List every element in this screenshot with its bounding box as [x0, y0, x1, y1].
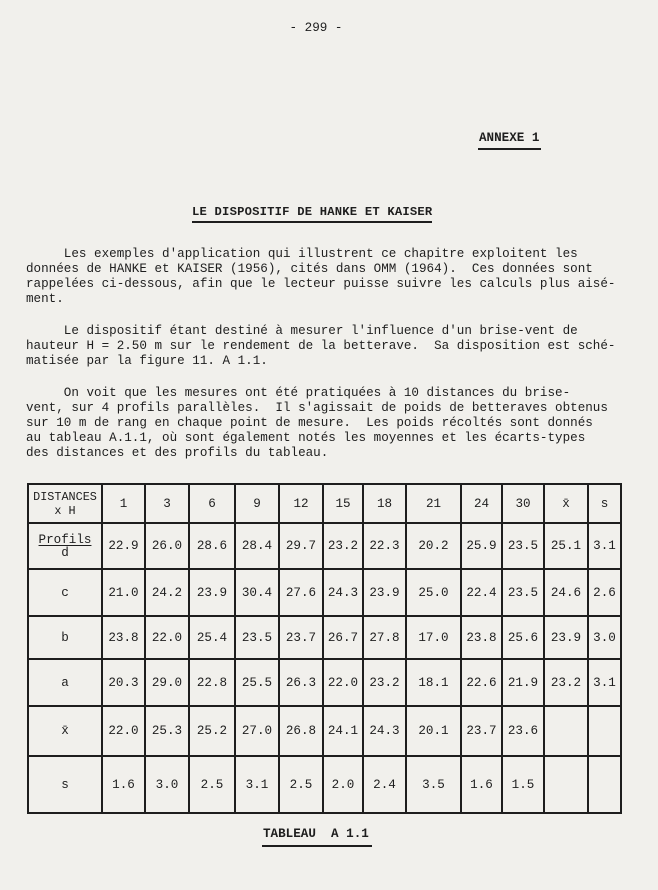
table-cell — [588, 756, 621, 813]
table-cell: 1.6 — [461, 756, 502, 813]
table-cell: 22.9 — [102, 523, 145, 569]
table-cell: 23.2 — [323, 523, 363, 569]
paragraph — [26, 247, 651, 307]
column-header: 1 — [102, 484, 145, 523]
text-line: ment. — [26, 292, 64, 306]
table-cell: 22.0 — [102, 706, 145, 756]
text-line: rappelées ci-dessous, afin que le lecteur puisse suivre les calculs plus aisé- — [26, 277, 616, 291]
table-cell: 23.8 — [461, 616, 502, 659]
table-cell: 22.6 — [461, 659, 502, 706]
table-cell: 2.6 — [588, 569, 621, 616]
table-row — [28, 616, 621, 659]
table-cell: 3.5 — [406, 756, 461, 813]
table-cell: 23.5 — [235, 616, 279, 659]
table-cell: 3.1 — [588, 659, 621, 706]
table-row — [28, 659, 621, 706]
table-cell: 22.4 — [461, 569, 502, 616]
table-cell: 2.4 — [363, 756, 406, 813]
column-header: 15 — [323, 484, 363, 523]
table-cell: 20.3 — [102, 659, 145, 706]
table-cell: 23.9 — [363, 569, 406, 616]
table-cell: 23.5 — [502, 523, 544, 569]
row-label: s — [28, 756, 102, 813]
row-label: c — [28, 569, 102, 616]
text-line: des distances et des profils du tableau. — [26, 446, 329, 460]
table-cell: 29.0 — [145, 659, 189, 706]
table-cell — [544, 706, 588, 756]
table-cell: 3.0 — [145, 756, 189, 813]
table-cell: 24.3 — [323, 569, 363, 616]
table-cell: 25.0 — [406, 569, 461, 616]
text-line: On voit que les mesures ont été pratiquées à 10 distances du brise- — [26, 386, 571, 400]
table-cell: 23.7 — [279, 616, 323, 659]
table-cell: 22.0 — [145, 616, 189, 659]
table-cell: 17.0 — [406, 616, 461, 659]
column-header: 24 — [461, 484, 502, 523]
table-cell: 25.5 — [235, 659, 279, 706]
column-header: 12 — [279, 484, 323, 523]
table-cell: 29.7 — [279, 523, 323, 569]
table-row — [28, 706, 621, 756]
table-cell: 20.1 — [406, 706, 461, 756]
row-label-text: d — [61, 545, 69, 560]
text-line: au tableau A.1.1, où sont également notés les moyennes et les écarts-types — [26, 431, 586, 445]
table-cell: 3.1 — [588, 523, 621, 569]
table-row — [28, 523, 621, 569]
row-label — [28, 523, 102, 569]
table-cell: 23.8 — [102, 616, 145, 659]
table-cell: 25.2 — [189, 706, 235, 756]
table-cell: 18.1 — [406, 659, 461, 706]
table-cell: 27.0 — [235, 706, 279, 756]
table-cell: 25.3 — [145, 706, 189, 756]
table-cell: 21.9 — [502, 659, 544, 706]
column-header: 18 — [363, 484, 406, 523]
table-corner-header — [28, 484, 102, 523]
table-cell: 3.0 — [588, 616, 621, 659]
table-row — [28, 569, 621, 616]
column-header: x̄ — [544, 484, 588, 523]
table-cell: 30.4 — [235, 569, 279, 616]
column-header: s — [588, 484, 621, 523]
text-line: hauteur H = 2.50 m sur le rendement de la betterave. Sa disposition est sché- — [26, 339, 616, 353]
table-cell: 25.4 — [189, 616, 235, 659]
table-cell: 23.9 — [544, 616, 588, 659]
table-cell: 23.2 — [544, 659, 588, 706]
table-cell: 25.1 — [544, 523, 588, 569]
table-cell: 23.6 — [502, 706, 544, 756]
table-cell: 1.5 — [502, 756, 544, 813]
table-cell: 22.0 — [323, 659, 363, 706]
text-line: Les exemples d'application qui illustrent ce chapitre exploitent les — [26, 247, 578, 261]
text-line: Le dispositif étant destiné à mesurer l'influence d'un brise-vent de — [26, 324, 578, 338]
table-cell: 24.2 — [145, 569, 189, 616]
annexe-label: ANNEXE 1 — [478, 131, 541, 150]
table-cell: 24.3 — [363, 706, 406, 756]
table-cell: 3.1 — [235, 756, 279, 813]
column-header: 9 — [235, 484, 279, 523]
data-table — [27, 483, 622, 814]
table-cell: 24.1 — [323, 706, 363, 756]
column-header: 3 — [145, 484, 189, 523]
table-cell: 20.2 — [406, 523, 461, 569]
table-cell: 23.7 — [461, 706, 502, 756]
text-line: données de HANKE et KAISER (1956), cités dans OMM (1964). Ces données sont — [26, 262, 593, 276]
column-header: 21 — [406, 484, 461, 523]
table-body — [28, 523, 621, 813]
table-row — [28, 756, 621, 813]
table-cell: 26.3 — [279, 659, 323, 706]
table-cell: 25.9 — [461, 523, 502, 569]
table-cell: 28.6 — [189, 523, 235, 569]
table-cell: 28.4 — [235, 523, 279, 569]
paragraph — [26, 386, 651, 461]
row-header-title: Profils — [38, 532, 92, 547]
row-label: b — [28, 616, 102, 659]
corner-label-bottom: x H — [54, 503, 76, 518]
page-title: LE DISPOSITIF DE HANKE ET KAISER — [192, 205, 432, 223]
table-caption: TABLEAU A 1.1 — [262, 827, 372, 847]
column-header: 30 — [502, 484, 544, 523]
table-cell — [588, 706, 621, 756]
text-line: vent, sur 4 profils parallèles. Il s'agissait de poids de betteraves obtenus — [26, 401, 608, 415]
table-cell — [544, 756, 588, 813]
table-cell: 26.0 — [145, 523, 189, 569]
table-cell: 26.8 — [279, 706, 323, 756]
page-number: - 299 - — [289, 21, 343, 35]
table-cell: 2.5 — [279, 756, 323, 813]
table-header-row — [28, 484, 621, 523]
table-cell: 23.2 — [363, 659, 406, 706]
table-cell: 21.0 — [102, 569, 145, 616]
table-cell: 2.5 — [189, 756, 235, 813]
table-cell: 22.3 — [363, 523, 406, 569]
table-cell: 22.8 — [189, 659, 235, 706]
row-label: a — [28, 659, 102, 706]
table-cell: 26.7 — [323, 616, 363, 659]
table-cell: 2.0 — [323, 756, 363, 813]
text-line: sur 10 m de rang en chaque point de mesure. Les poids récoltés sont donnés — [26, 416, 593, 430]
column-header: 6 — [189, 484, 235, 523]
text-line: matisée par la figure 11. A 1.1. — [26, 354, 268, 368]
row-label: x̄ — [28, 706, 102, 756]
paragraph — [26, 324, 651, 369]
table-cell: 24.6 — [544, 569, 588, 616]
table-cell: 27.8 — [363, 616, 406, 659]
body-text — [26, 247, 651, 478]
corner-label-top: DISTANCES — [33, 489, 97, 504]
table-cell: 23.5 — [502, 569, 544, 616]
table-cell: 25.6 — [502, 616, 544, 659]
table-cell: 1.6 — [102, 756, 145, 813]
table-cell: 27.6 — [279, 569, 323, 616]
table-cell: 23.9 — [189, 569, 235, 616]
